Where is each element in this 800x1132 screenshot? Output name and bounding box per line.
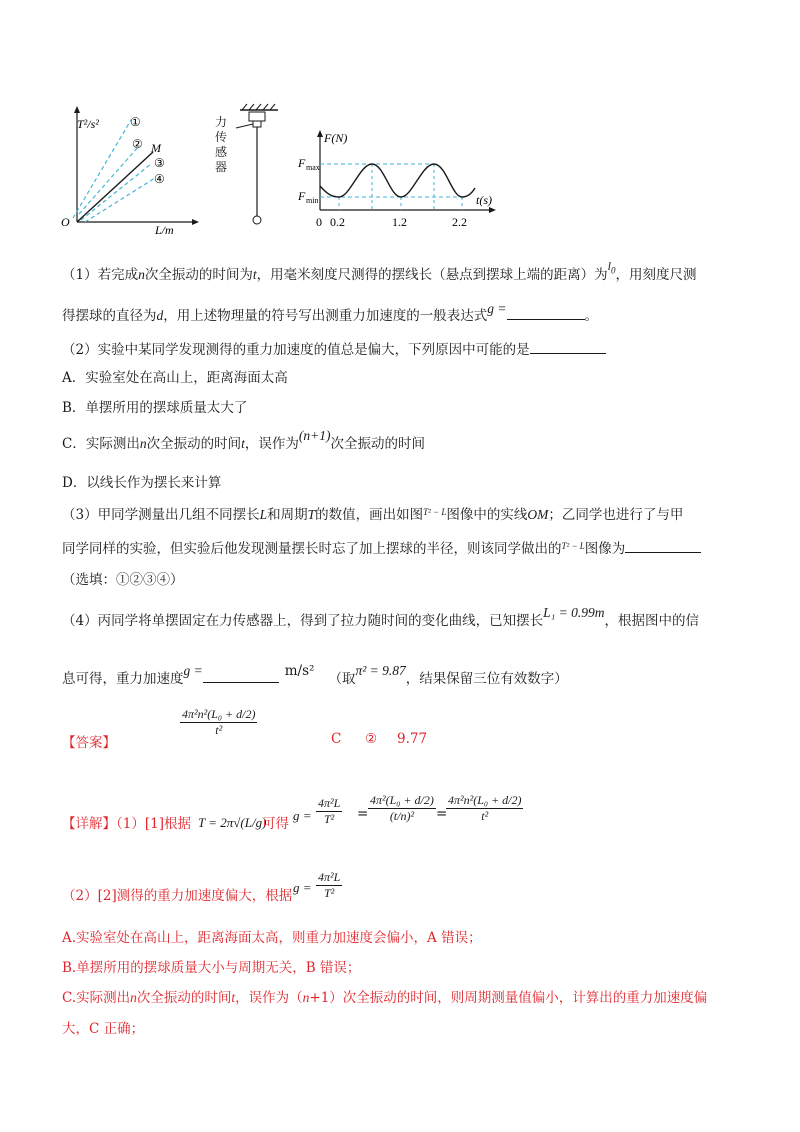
q1-line1: （1）若完成n次全振动的时间为t，用毫米刻度尺测得的摆线长（悬点到摆球上端的距离）为$l_0$，用刻度尺测 <box>62 259 697 283</box>
graph1-line-4: ④ <box>154 172 165 186</box>
answer-label: 【答案】 <box>62 735 116 751</box>
figure-t2-l-graph <box>55 100 205 235</box>
q2-stem: （2）实验中某同学发现测得的重力加速度的值总是偏大，下列原因中可能的是 <box>62 338 606 358</box>
force-fmax-sub: max <box>306 163 320 172</box>
answer-formula: $\frac{\text{4π²n²(L₀ + d/2)}}{\text{t²}}$ <box>182 707 256 737</box>
graph1-line-3: ③ <box>154 156 165 170</box>
detail-t-formula: T = 2π√(L/g) <box>198 815 267 830</box>
detail-option-b: B.单摆所用的摆球质量大小与周期无关，B 错误； <box>62 960 361 976</box>
pendulum-sensor-label: 力传感器 <box>215 115 228 174</box>
graph1-y-label: T²/s² <box>77 117 99 131</box>
detail-option-c-line1: C.实际测出n次全振动的时间t，误作为（n+1）次全振动的时间，则周期测量值偏小，计算出的重力加速度偏 <box>62 990 708 1006</box>
force-tick-12: 1.2 <box>392 215 407 229</box>
detail-step1: $\frac{\text{4π²L}}{\text{T²}}$ <box>318 796 341 826</box>
q2-option-b: B．单摆所用的摆球质量太大了 <box>62 400 248 416</box>
q1-answer-blank <box>507 319 585 320</box>
detail-step2: $\frac{\text{4π²(L₀ + d/2)}}{\text{(t/n)²}}$ <box>370 793 434 823</box>
detail-option-c-line2: 大，C 正确； <box>62 1021 145 1037</box>
q1-line2: 得摆球的直径为d，用上述物理量的符号写出测重力加速度的一般表达式g = 。 <box>62 301 598 324</box>
figure-force-time-graph <box>292 128 507 233</box>
q4-line2: 息可得，重力加速度g = m/s² （取π² = 9.87，结果保留三位有效数字） <box>62 663 568 687</box>
detail-keyi: 可得 <box>262 816 289 832</box>
answer-q3: ② <box>365 731 378 747</box>
q3-line2: 同学同样的实验，但实验后他发现测量摆长时忘了加上摆球的半径，则该同学做出的$^{T^2 - L}$图像为 <box>62 537 701 557</box>
detail-g-eq-2: g = <box>293 880 312 895</box>
detail-eq-2: = <box>436 806 448 822</box>
q3-line1: （3）甲同学测量出几组不同摆长L和周期T的数值，画出如图$^{T^2 - L}$图像中的实线OM；乙同学也进行了与甲 <box>62 507 684 523</box>
force-fmax: F <box>298 156 306 170</box>
detail-step3: $\frac{\text{4π²n²(L₀ + d/2)}}{\text{t²}}$ <box>448 793 522 823</box>
graph1-origin: O <box>61 215 70 229</box>
force-tick-0: 0 <box>316 215 322 229</box>
detail-option-a: A.实验室处在高山上，距离海面太高，则重力加速度会偏小，A 错误； <box>62 930 482 946</box>
answer-q4: 9.77 <box>397 731 428 747</box>
force-x-label: t(s) <box>476 193 492 207</box>
detail-p2-formula: $\frac{\text{4π²L}}{\text{T²}}$ <box>318 870 341 900</box>
q2-option-a: A．实验室处在高山上，距离海面太高 <box>62 370 288 386</box>
force-tick-22: 2.2 <box>452 215 467 229</box>
graph1-line-1: ① <box>130 115 141 129</box>
detail-line2: （2）[2]测得的重力加速度偏大，根据 <box>62 888 293 904</box>
graph1-line-m: M <box>151 141 161 155</box>
detail-eq-1: = <box>357 806 369 822</box>
force-tick-02: 0.2 <box>330 215 345 229</box>
detail-line1: 【详解】（1）[1]根据 <box>62 816 191 832</box>
graph1-line-2: ② <box>132 137 143 151</box>
graph1-x-label: L/m <box>155 223 174 235</box>
q3-line3: （选填：①②③④） <box>62 572 184 588</box>
q2-option-c: C．实际测出n次全振动的时间t，误作为(n+1)次全振动的时间 <box>62 428 425 452</box>
force-fmin-sub: min <box>306 196 319 205</box>
q2-option-d: D．以线长作为摆长来计算 <box>62 475 222 491</box>
force-y-label: F(N) <box>324 131 348 145</box>
detail-g-eq: g = <box>293 808 312 823</box>
force-fmin: F <box>298 189 306 203</box>
answer-q2: C <box>331 731 342 747</box>
q4-line1: （4）丙同学将单摆固定在力传感器上，得到了拉力随时间的变化曲线，已知摆长L₁ = 0.99m，根据图中的信 <box>62 605 700 629</box>
